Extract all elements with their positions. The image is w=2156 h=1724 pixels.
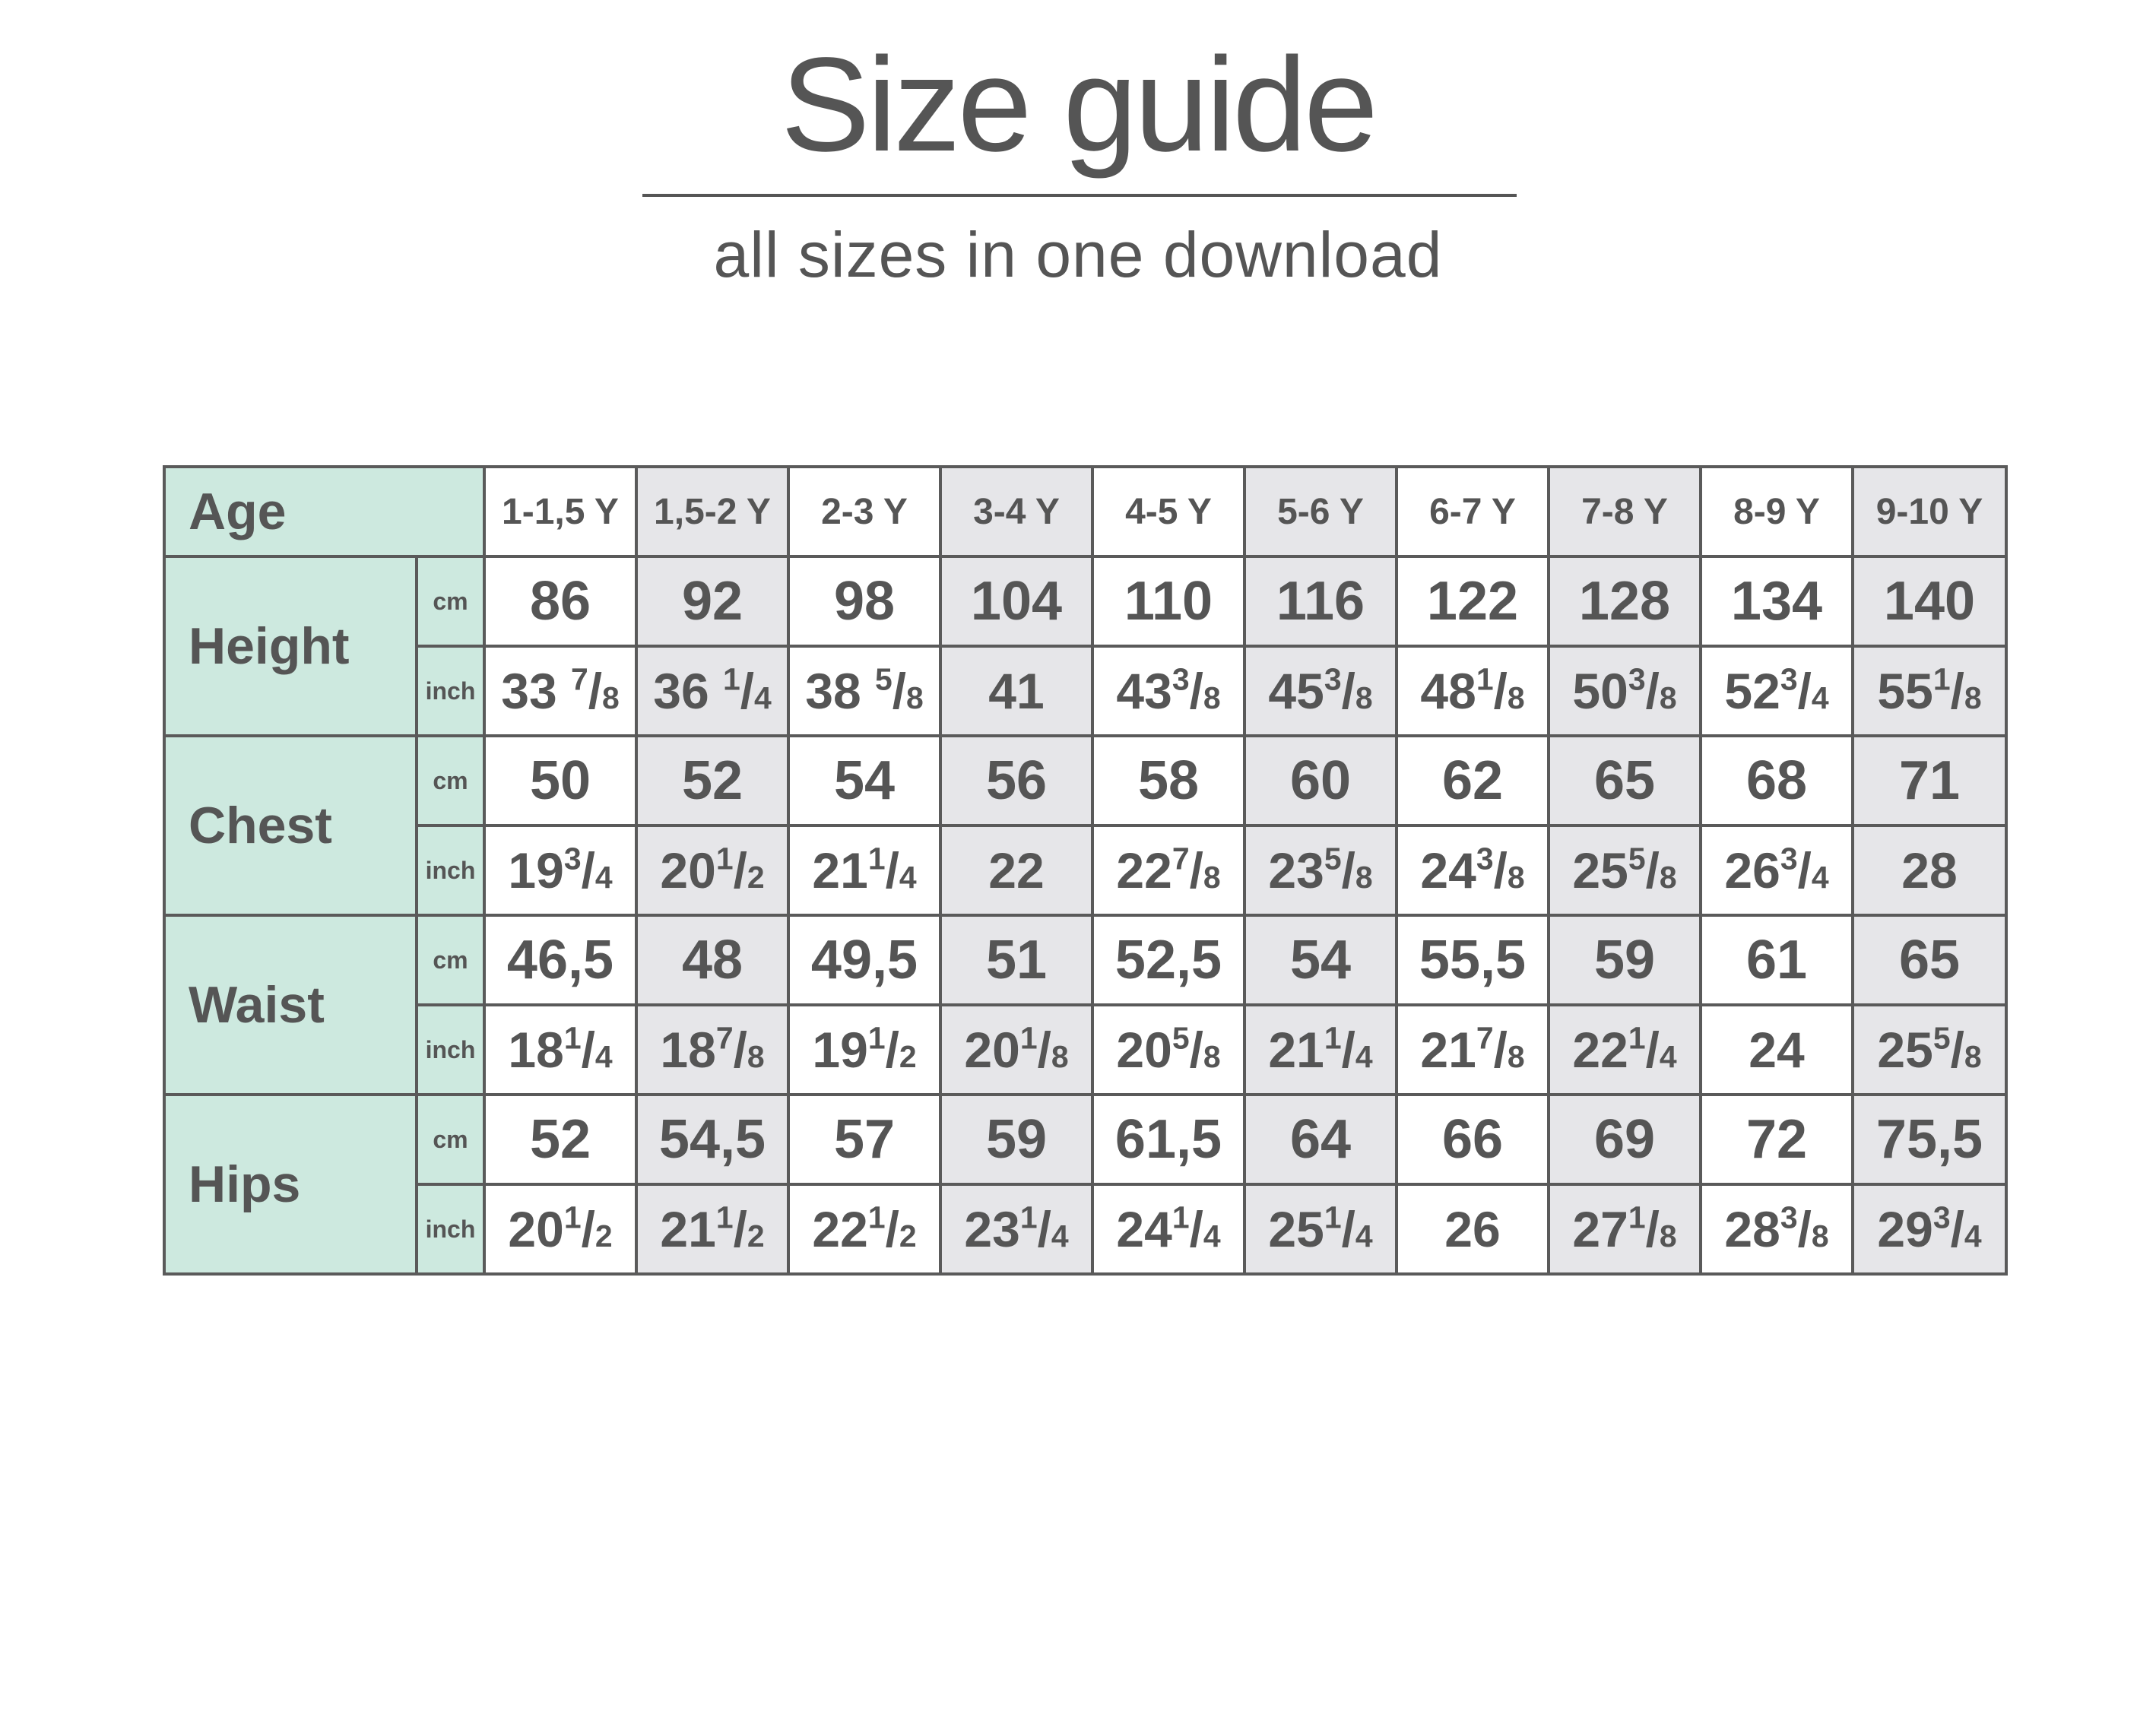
waist-inch-row bbox=[164, 1005, 2006, 1095]
height-cm-row bbox=[164, 556, 2006, 646]
inch-fraction bbox=[867, 1020, 917, 1078]
waist-inch-cell bbox=[484, 1005, 636, 1095]
inch-whole: 20 bbox=[1116, 1022, 1172, 1078]
inch-fraction bbox=[1780, 841, 1829, 898]
fraction-slash: / bbox=[1189, 664, 1203, 719]
fraction-denominator: 2 bbox=[747, 860, 765, 895]
fraction-numerator: 1 bbox=[715, 841, 734, 876]
waist-inch-cell bbox=[788, 1005, 940, 1095]
fraction-numerator: 1 bbox=[1019, 1200, 1038, 1235]
waist-cm-cell: 49,5 bbox=[788, 915, 940, 1005]
inch-whole: 50 bbox=[1572, 663, 1628, 719]
inch-fraction bbox=[1324, 1200, 1373, 1257]
age-header: 1-1,5 Y bbox=[484, 467, 636, 556]
fraction-slash: / bbox=[885, 1022, 899, 1078]
fraction-numerator: 7 bbox=[715, 1020, 734, 1056]
waist-cm-cell: 48 bbox=[636, 915, 788, 1005]
hips-cm-cell: 61,5 bbox=[1092, 1095, 1244, 1184]
chest-inch-cell bbox=[1092, 826, 1244, 915]
chest-cm-cell: 71 bbox=[1853, 736, 2006, 826]
hips-cm-cell: 57 bbox=[788, 1095, 940, 1184]
hips-inch-cell bbox=[636, 1184, 788, 1274]
hips-inch-cell bbox=[1853, 1184, 2006, 1274]
waist-cm-cell: 52,5 bbox=[1092, 915, 1244, 1005]
inch-fraction bbox=[563, 1200, 613, 1257]
waist-cm-cell: 54 bbox=[1244, 915, 1397, 1005]
hips-cm-cell: 72 bbox=[1701, 1095, 1853, 1184]
fraction-numerator: 3 bbox=[1324, 661, 1342, 697]
chest-cm-row bbox=[164, 736, 2006, 826]
inch-fraction bbox=[1172, 841, 1221, 898]
hips-cm-row bbox=[164, 1095, 2006, 1184]
inch-fraction bbox=[563, 841, 613, 898]
size-table bbox=[163, 465, 2008, 1276]
fraction-slash: / bbox=[1950, 664, 1964, 719]
chest-cm-cell: 62 bbox=[1397, 736, 1549, 826]
hips-inch-cell bbox=[1549, 1184, 1701, 1274]
inch-fraction bbox=[1628, 661, 1677, 719]
height-cm-cell: 98 bbox=[788, 556, 940, 646]
age-header: 3-4 Y bbox=[940, 467, 1092, 556]
age-row bbox=[164, 467, 2006, 556]
height-inch-cell bbox=[940, 646, 1092, 736]
page-subtitle: all sizes in one download bbox=[713, 219, 1443, 290]
height-inch-cell bbox=[1549, 646, 1701, 736]
waist-inch-cell bbox=[1549, 1005, 1701, 1095]
chest-inch-cell bbox=[1244, 826, 1397, 915]
hips-inch-cell bbox=[940, 1184, 1092, 1274]
chest-cm-cell: 50 bbox=[484, 736, 636, 826]
hips-cm-cell: 59 bbox=[940, 1095, 1092, 1184]
fraction-denominator: 8 bbox=[1507, 680, 1525, 715]
height-inch-cell bbox=[1244, 646, 1397, 736]
inch-whole: 38 bbox=[805, 663, 875, 719]
fraction-numerator: 1 bbox=[1172, 1200, 1190, 1235]
fraction-numerator: 5 bbox=[1172, 1020, 1190, 1056]
waist-cm-cell: 55,5 bbox=[1397, 915, 1549, 1005]
hips-inch-cell bbox=[484, 1184, 636, 1274]
inch-whole: 25 bbox=[1877, 1022, 1933, 1078]
hips-inch-cell bbox=[1397, 1184, 1549, 1274]
hips-cm-cell: 52 bbox=[484, 1095, 636, 1184]
age-header: 8-9 Y bbox=[1701, 467, 1853, 556]
inch-whole: 19 bbox=[812, 1022, 868, 1078]
unit-inch-label: inch bbox=[417, 1184, 484, 1274]
fraction-numerator: 1 bbox=[867, 1020, 886, 1056]
fraction-numerator: 1 bbox=[1628, 1020, 1646, 1056]
chest-cm-cell: 52 bbox=[636, 736, 788, 826]
height-cm-cell: 86 bbox=[484, 556, 636, 646]
fraction-slash: / bbox=[733, 1202, 747, 1257]
inch-whole: 22 bbox=[1116, 842, 1172, 898]
inch-whole: 24 bbox=[1116, 1201, 1172, 1257]
fraction-slash: / bbox=[1950, 1022, 1964, 1078]
chest-inch-cell bbox=[1701, 826, 1853, 915]
unit-inch-label: inch bbox=[417, 1005, 484, 1095]
fraction-denominator: 8 bbox=[1659, 860, 1677, 895]
chest-cm-cell: 68 bbox=[1701, 736, 1853, 826]
age-header: 1,5-2 Y bbox=[636, 467, 788, 556]
inch-fraction bbox=[1628, 1200, 1677, 1257]
fraction-numerator: 1 bbox=[1932, 661, 1951, 697]
fraction-denominator: 4 bbox=[594, 1039, 613, 1074]
chest-inch-cell bbox=[1549, 826, 1701, 915]
hips-cm-cell: 64 bbox=[1244, 1095, 1397, 1184]
height-cm-cell: 128 bbox=[1549, 556, 1701, 646]
fraction-slash: / bbox=[1189, 1202, 1203, 1257]
chest-cm-cell: 54 bbox=[788, 736, 940, 826]
inch-fraction bbox=[1932, 1200, 1982, 1257]
fraction-numerator: 1 bbox=[1019, 1020, 1038, 1056]
fraction-slash: / bbox=[1189, 1022, 1203, 1078]
fraction-numerator: 1 bbox=[1324, 1200, 1342, 1235]
fraction-numerator: 5 bbox=[1324, 841, 1342, 876]
fraction-denominator: 8 bbox=[905, 680, 924, 715]
inch-fraction bbox=[715, 1200, 765, 1257]
fraction-slash: / bbox=[581, 1202, 595, 1257]
inch-fraction bbox=[1780, 661, 1829, 719]
fraction-slash: / bbox=[1493, 843, 1508, 898]
title-divider bbox=[642, 194, 1517, 197]
inch-whole: 21 bbox=[1420, 1022, 1476, 1078]
inch-whole: 52 bbox=[1724, 663, 1780, 719]
inch-whole: 21 bbox=[1268, 1022, 1324, 1078]
fraction-numerator: 1 bbox=[1324, 1020, 1342, 1056]
fraction-slash: / bbox=[733, 1022, 747, 1078]
chest-inch-cell bbox=[940, 826, 1092, 915]
inch-whole: 22 bbox=[988, 842, 1045, 898]
chest-cm-cell: 60 bbox=[1244, 736, 1397, 826]
fraction-slash: / bbox=[885, 1202, 899, 1257]
hips-inch-cell bbox=[1244, 1184, 1397, 1274]
fraction-numerator: 1 bbox=[867, 1200, 886, 1235]
inch-whole: 41 bbox=[988, 663, 1045, 719]
chest-cm-cell: 56 bbox=[940, 736, 1092, 826]
inch-whole: 27 bbox=[1572, 1201, 1628, 1257]
hips-inch-row bbox=[164, 1184, 2006, 1274]
inch-whole: 45 bbox=[1268, 663, 1324, 719]
row-label-chest: Chest bbox=[164, 736, 417, 915]
inch-whole: 26 bbox=[1444, 1201, 1501, 1257]
fraction-slash: / bbox=[1645, 1022, 1660, 1078]
fraction-slash: / bbox=[1645, 843, 1660, 898]
inch-whole: 21 bbox=[660, 1201, 716, 1257]
height-cm-cell: 104 bbox=[940, 556, 1092, 646]
height-inch-cell bbox=[636, 646, 788, 736]
fraction-numerator: 7 bbox=[1172, 841, 1190, 876]
fraction-denominator: 4 bbox=[594, 860, 613, 895]
height-cm-cell: 110 bbox=[1092, 556, 1244, 646]
age-header: 5-6 Y bbox=[1244, 467, 1397, 556]
inch-fraction bbox=[571, 661, 620, 719]
inch-whole: 23 bbox=[1268, 842, 1324, 898]
inch-whole: 43 bbox=[1116, 663, 1172, 719]
fraction-slash: / bbox=[733, 843, 747, 898]
height-inch-cell bbox=[788, 646, 940, 736]
inch-whole: 48 bbox=[1420, 663, 1476, 719]
fraction-denominator: 4 bbox=[1964, 1219, 1982, 1253]
waist-inch-cell bbox=[1092, 1005, 1244, 1095]
chest-cm-cell: 65 bbox=[1549, 736, 1701, 826]
fraction-numerator: 5 bbox=[875, 661, 893, 697]
fraction-denominator: 8 bbox=[1964, 680, 1982, 715]
fraction-numerator: 3 bbox=[563, 841, 582, 876]
hips-inch-cell bbox=[1092, 1184, 1244, 1274]
fraction-denominator: 8 bbox=[601, 680, 620, 715]
chest-inch-cell bbox=[1853, 826, 2006, 915]
age-header: 7-8 Y bbox=[1549, 467, 1701, 556]
inch-whole: 23 bbox=[964, 1201, 1020, 1257]
unit-cm-label: cm bbox=[417, 736, 484, 826]
inch-whole: 28 bbox=[1901, 842, 1958, 898]
inch-fraction bbox=[867, 1200, 917, 1257]
chest-cm-cell: 58 bbox=[1092, 736, 1244, 826]
fraction-slash: / bbox=[1341, 664, 1355, 719]
fraction-numerator: 1 bbox=[715, 1200, 734, 1235]
inch-fraction bbox=[1324, 1020, 1373, 1078]
inch-whole: 28 bbox=[1724, 1201, 1780, 1257]
fraction-slash: / bbox=[1493, 1022, 1508, 1078]
fraction-denominator: 4 bbox=[1051, 1219, 1069, 1253]
fraction-denominator: 8 bbox=[1355, 860, 1373, 895]
fraction-denominator: 8 bbox=[1811, 1219, 1829, 1253]
inch-fraction bbox=[1324, 661, 1373, 719]
row-label-height: Height bbox=[164, 556, 417, 736]
fraction-denominator: 4 bbox=[1355, 1039, 1373, 1074]
inch-whole: 21 bbox=[812, 842, 868, 898]
inch-fraction bbox=[1172, 1200, 1221, 1257]
fraction-denominator: 8 bbox=[1507, 1039, 1525, 1074]
row-label-waist: Waist bbox=[164, 915, 417, 1095]
fraction-numerator: 3 bbox=[1780, 661, 1798, 697]
fraction-denominator: 8 bbox=[1203, 1039, 1221, 1074]
fraction-denominator: 4 bbox=[1659, 1039, 1677, 1074]
inch-fraction bbox=[1476, 1020, 1525, 1078]
inch-whole: 20 bbox=[964, 1022, 1020, 1078]
fraction-denominator: 8 bbox=[1051, 1039, 1069, 1074]
hips-cm-cell: 54,5 bbox=[636, 1095, 788, 1184]
inch-whole: 25 bbox=[1572, 842, 1628, 898]
fraction-numerator: 3 bbox=[1476, 841, 1494, 876]
fraction-numerator: 3 bbox=[1628, 661, 1646, 697]
fraction-denominator: 8 bbox=[1203, 680, 1221, 715]
height-inch-cell bbox=[484, 646, 636, 736]
fraction-slash: / bbox=[1341, 1022, 1355, 1078]
height-inch-row bbox=[164, 646, 2006, 736]
fraction-slash: / bbox=[1797, 1202, 1812, 1257]
inch-whole: 36 bbox=[653, 663, 723, 719]
height-cm-cell: 116 bbox=[1244, 556, 1397, 646]
hips-inch-cell bbox=[1701, 1184, 1853, 1274]
fraction-numerator: 5 bbox=[1628, 841, 1646, 876]
fraction-numerator: 3 bbox=[1780, 841, 1798, 876]
inch-fraction bbox=[1476, 661, 1525, 719]
inch-fraction bbox=[1324, 841, 1373, 898]
height-cm-cell: 122 bbox=[1397, 556, 1549, 646]
inch-fraction bbox=[1932, 1020, 1982, 1078]
inch-whole: 24 bbox=[1749, 1022, 1805, 1078]
fraction-denominator: 4 bbox=[1811, 860, 1829, 895]
inch-whole: 20 bbox=[508, 1201, 564, 1257]
age-label: Age bbox=[164, 467, 484, 556]
height-inch-cell bbox=[1397, 646, 1549, 736]
fraction-numerator: 5 bbox=[1932, 1020, 1951, 1056]
fraction-numerator: 3 bbox=[1780, 1200, 1798, 1235]
unit-inch-label: inch bbox=[417, 646, 484, 736]
fraction-denominator: 2 bbox=[747, 1219, 765, 1253]
age-header: 4-5 Y bbox=[1092, 467, 1244, 556]
fraction-denominator: 2 bbox=[594, 1219, 613, 1253]
fraction-slash: / bbox=[1037, 1202, 1051, 1257]
size-table-body bbox=[164, 467, 2006, 1274]
row-label-hips: Hips bbox=[164, 1095, 417, 1274]
waist-cm-cell: 51 bbox=[940, 915, 1092, 1005]
height-cm-cell: 134 bbox=[1701, 556, 1853, 646]
inch-whole: 22 bbox=[812, 1201, 868, 1257]
fraction-slash: / bbox=[1493, 664, 1508, 719]
fraction-numerator: 1 bbox=[1476, 661, 1494, 697]
waist-cm-cell: 46,5 bbox=[484, 915, 636, 1005]
fraction-denominator: 4 bbox=[1203, 1219, 1221, 1253]
inch-whole: 19 bbox=[508, 842, 564, 898]
inch-fraction bbox=[563, 1020, 613, 1078]
inch-fraction bbox=[1932, 661, 1982, 719]
fraction-denominator: 8 bbox=[1659, 1219, 1677, 1253]
waist-cm-cell: 61 bbox=[1701, 915, 1853, 1005]
fraction-denominator: 8 bbox=[1659, 680, 1677, 715]
fraction-denominator: 4 bbox=[1811, 680, 1829, 715]
height-inch-cell bbox=[1701, 646, 1853, 736]
fraction-slash: / bbox=[1797, 664, 1812, 719]
fraction-numerator: 3 bbox=[1932, 1200, 1951, 1235]
fraction-numerator: 1 bbox=[867, 841, 886, 876]
page-title: Size guide bbox=[781, 30, 1375, 179]
chest-inch-row bbox=[164, 826, 2006, 915]
unit-cm-label: cm bbox=[417, 556, 484, 646]
fraction-denominator: 4 bbox=[753, 680, 772, 715]
inch-fraction bbox=[715, 841, 765, 898]
fraction-denominator: 4 bbox=[899, 860, 917, 895]
hips-cm-cell: 66 bbox=[1397, 1095, 1549, 1184]
inch-whole: 29 bbox=[1877, 1201, 1933, 1257]
height-cm-cell: 92 bbox=[636, 556, 788, 646]
inch-fraction bbox=[1019, 1020, 1069, 1078]
fraction-slash: / bbox=[1950, 1202, 1964, 1257]
age-header: 2-3 Y bbox=[788, 467, 940, 556]
inch-fraction bbox=[715, 1020, 765, 1078]
fraction-slash: / bbox=[1189, 843, 1203, 898]
fraction-denominator: 2 bbox=[899, 1039, 917, 1074]
chest-inch-cell bbox=[484, 826, 636, 915]
height-inch-cell bbox=[1092, 646, 1244, 736]
fraction-denominator: 8 bbox=[1355, 680, 1373, 715]
chest-inch-cell bbox=[636, 826, 788, 915]
waist-inch-cell bbox=[1701, 1005, 1853, 1095]
fraction-slash: / bbox=[1341, 843, 1355, 898]
waist-inch-cell bbox=[636, 1005, 788, 1095]
height-cm-cell: 140 bbox=[1853, 556, 2006, 646]
inch-fraction bbox=[867, 841, 917, 898]
waist-inch-cell bbox=[1397, 1005, 1549, 1095]
inch-whole: 33 bbox=[501, 663, 571, 719]
waist-inch-cell bbox=[1853, 1005, 2006, 1095]
inch-fraction bbox=[1628, 1020, 1677, 1078]
fraction-slash: / bbox=[581, 843, 595, 898]
fraction-denominator: 8 bbox=[747, 1039, 765, 1074]
inch-whole: 26 bbox=[1724, 842, 1780, 898]
hips-cm-cell: 69 bbox=[1549, 1095, 1701, 1184]
fraction-numerator: 7 bbox=[1476, 1020, 1494, 1056]
fraction-denominator: 2 bbox=[899, 1219, 917, 1253]
waist-inch-cell bbox=[940, 1005, 1092, 1095]
fraction-slash: / bbox=[1341, 1202, 1355, 1257]
chest-inch-cell bbox=[1397, 826, 1549, 915]
fraction-slash: / bbox=[740, 664, 754, 719]
fraction-slash: / bbox=[892, 664, 906, 719]
fraction-denominator: 8 bbox=[1507, 860, 1525, 895]
fraction-numerator: 1 bbox=[723, 661, 740, 697]
waist-cm-cell: 59 bbox=[1549, 915, 1701, 1005]
waist-inch-cell bbox=[1244, 1005, 1397, 1095]
fraction-numerator: 1 bbox=[1628, 1200, 1646, 1235]
age-header: 9-10 Y bbox=[1853, 467, 2006, 556]
height-inch-cell bbox=[1853, 646, 2006, 736]
fraction-slash: / bbox=[581, 1022, 595, 1078]
hips-inch-cell bbox=[788, 1184, 940, 1274]
inch-whole: 24 bbox=[1420, 842, 1476, 898]
fraction-slash: / bbox=[1037, 1022, 1051, 1078]
fraction-numerator: 1 bbox=[563, 1200, 582, 1235]
fraction-slash: / bbox=[1797, 843, 1812, 898]
fraction-numerator: 3 bbox=[1172, 661, 1190, 697]
inch-fraction bbox=[1019, 1200, 1069, 1257]
inch-fraction bbox=[875, 661, 924, 719]
inch-fraction bbox=[1476, 841, 1525, 898]
age-header: 6-7 Y bbox=[1397, 467, 1549, 556]
fraction-slash: / bbox=[1645, 664, 1660, 719]
unit-cm-label: cm bbox=[417, 1095, 484, 1184]
inch-whole: 18 bbox=[508, 1022, 564, 1078]
inch-fraction bbox=[723, 661, 772, 719]
fraction-denominator: 4 bbox=[1355, 1219, 1373, 1253]
chest-inch-cell bbox=[788, 826, 940, 915]
unit-inch-label: inch bbox=[417, 826, 484, 915]
fraction-slash: / bbox=[588, 664, 602, 719]
fraction-denominator: 8 bbox=[1203, 860, 1221, 895]
inch-whole: 25 bbox=[1268, 1201, 1324, 1257]
fraction-denominator: 8 bbox=[1964, 1039, 1982, 1074]
unit-cm-label: cm bbox=[417, 915, 484, 1005]
inch-whole: 55 bbox=[1877, 663, 1933, 719]
inch-fraction bbox=[1172, 661, 1221, 719]
fraction-slash: / bbox=[1645, 1202, 1660, 1257]
fraction-numerator: 7 bbox=[571, 661, 588, 697]
fraction-numerator: 1 bbox=[563, 1020, 582, 1056]
fraction-slash: / bbox=[885, 843, 899, 898]
inch-whole: 18 bbox=[660, 1022, 716, 1078]
inch-whole: 20 bbox=[660, 842, 716, 898]
inch-fraction bbox=[1172, 1020, 1221, 1078]
waist-cm-cell: 65 bbox=[1853, 915, 2006, 1005]
inch-fraction bbox=[1780, 1200, 1829, 1257]
inch-whole: 22 bbox=[1572, 1022, 1628, 1078]
hips-cm-cell: 75,5 bbox=[1853, 1095, 2006, 1184]
inch-fraction bbox=[1628, 841, 1677, 898]
waist-cm-row bbox=[164, 915, 2006, 1005]
